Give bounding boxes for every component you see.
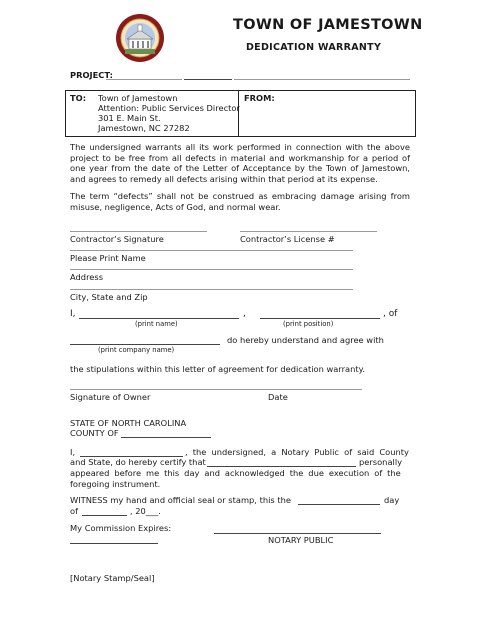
witness-text: WITNESS my hand and official seal or stamp, this the bbox=[70, 495, 291, 505]
print-position-field[interactable] bbox=[260, 318, 380, 319]
to-line-1: Town of Jamestown bbox=[98, 93, 178, 103]
to-label: TO: bbox=[70, 93, 87, 103]
notary-stamp-label: [Notary Stamp/Seal] bbox=[70, 573, 155, 583]
notary-public-signature-line[interactable] bbox=[214, 533, 381, 534]
address-line[interactable] bbox=[70, 269, 353, 270]
signature-owner-label: Signature of Owner bbox=[70, 392, 151, 402]
i-label: I, bbox=[70, 309, 76, 319]
to-line-3: 301 E. Main St. bbox=[98, 113, 161, 123]
commission-label: My Commission Expires: bbox=[70, 523, 172, 533]
certify-name-field[interactable] bbox=[207, 466, 356, 467]
understand-text: do hereby understand and agree with bbox=[227, 335, 384, 345]
contractor-signature-line[interactable] bbox=[70, 231, 207, 232]
project-field-line-1[interactable] bbox=[106, 79, 182, 80]
notary-line-2-end: personally bbox=[359, 457, 403, 467]
project-field-line-2[interactable] bbox=[184, 79, 232, 80]
notary-line-4: foregoing instrument. bbox=[70, 479, 161, 489]
from-label: FROM: bbox=[244, 93, 275, 103]
notary-public-label: NOTARY PUBLIC bbox=[268, 535, 334, 545]
county-field[interactable] bbox=[121, 437, 211, 438]
notary-line-1-start: I, bbox=[70, 447, 76, 457]
notary-line-3: appeared before me this day and acknowledged the due execution of the bbox=[70, 468, 401, 478]
to-from-divider bbox=[238, 90, 239, 137]
county-label: COUNTY OF bbox=[70, 428, 119, 438]
witness-month-field[interactable] bbox=[82, 515, 127, 516]
print-name-line[interactable] bbox=[70, 250, 353, 251]
contractor-license-line[interactable] bbox=[240, 231, 377, 232]
print-company-caption: (print company name) bbox=[98, 346, 175, 354]
to-line-2: Attention: Public Services Director bbox=[98, 103, 240, 113]
page-subtitle: DEDICATION WARRANTY bbox=[246, 42, 382, 53]
to-line-4: Jamestown, NC 27282 bbox=[98, 123, 190, 133]
print-company-field[interactable] bbox=[70, 344, 220, 345]
town-seal-logo bbox=[115, 13, 165, 63]
defects-paragraph: The term “defects” shall not be construed as embracing damage arising from misuse, negligence, Acts of God, and normal wear. bbox=[70, 191, 410, 212]
print-name-label: Please Print Name bbox=[70, 253, 146, 263]
notary-line-1-end: , the undersigned, a Notary Public of said County bbox=[185, 447, 409, 457]
notary-line-2-start: and State, do hereby certify that bbox=[70, 457, 206, 467]
of-label: , of bbox=[383, 309, 398, 319]
owner-signature-line[interactable] bbox=[70, 389, 362, 390]
contractor-license-label: Contractor’s License # bbox=[240, 234, 335, 244]
stipulations-text: the stipulations within this letter of agreement for dedication warranty. bbox=[70, 364, 365, 374]
witness-day-field[interactable] bbox=[298, 504, 380, 505]
print-name-caption: (print name) bbox=[135, 320, 178, 328]
print-position-caption: (print position) bbox=[283, 320, 334, 328]
witness-year-text: , 20___. bbox=[130, 506, 161, 516]
witness-of-label: of bbox=[70, 506, 78, 516]
project-field-line-3[interactable] bbox=[234, 79, 410, 80]
date-label: Date bbox=[268, 392, 288, 402]
address-label: Address bbox=[70, 272, 104, 282]
comma-separator: , bbox=[243, 309, 246, 319]
commission-date-field[interactable] bbox=[70, 543, 158, 544]
city-state-zip-line[interactable] bbox=[70, 289, 353, 290]
contractor-signature-label: Contractor’s Signature bbox=[70, 234, 164, 244]
print-name-field[interactable] bbox=[79, 318, 239, 319]
page-title: TOWN OF JAMESTOWN bbox=[233, 17, 423, 33]
witness-day-label: day bbox=[384, 495, 400, 505]
state-label: STATE OF NORTH CAROLINA bbox=[70, 418, 187, 428]
project-label: PROJECT: bbox=[70, 70, 113, 80]
warranty-paragraph: The undersigned warrants all its work performed in connection with the above project to be free from all defects in material and workmanship for a period of one year from the date of the Letter of Acceptance by the Town of Jamestown, and agrees to remedy all defects arising within that period at its expense. bbox=[70, 142, 410, 184]
city-state-zip-label: City, State and Zip bbox=[70, 292, 148, 302]
